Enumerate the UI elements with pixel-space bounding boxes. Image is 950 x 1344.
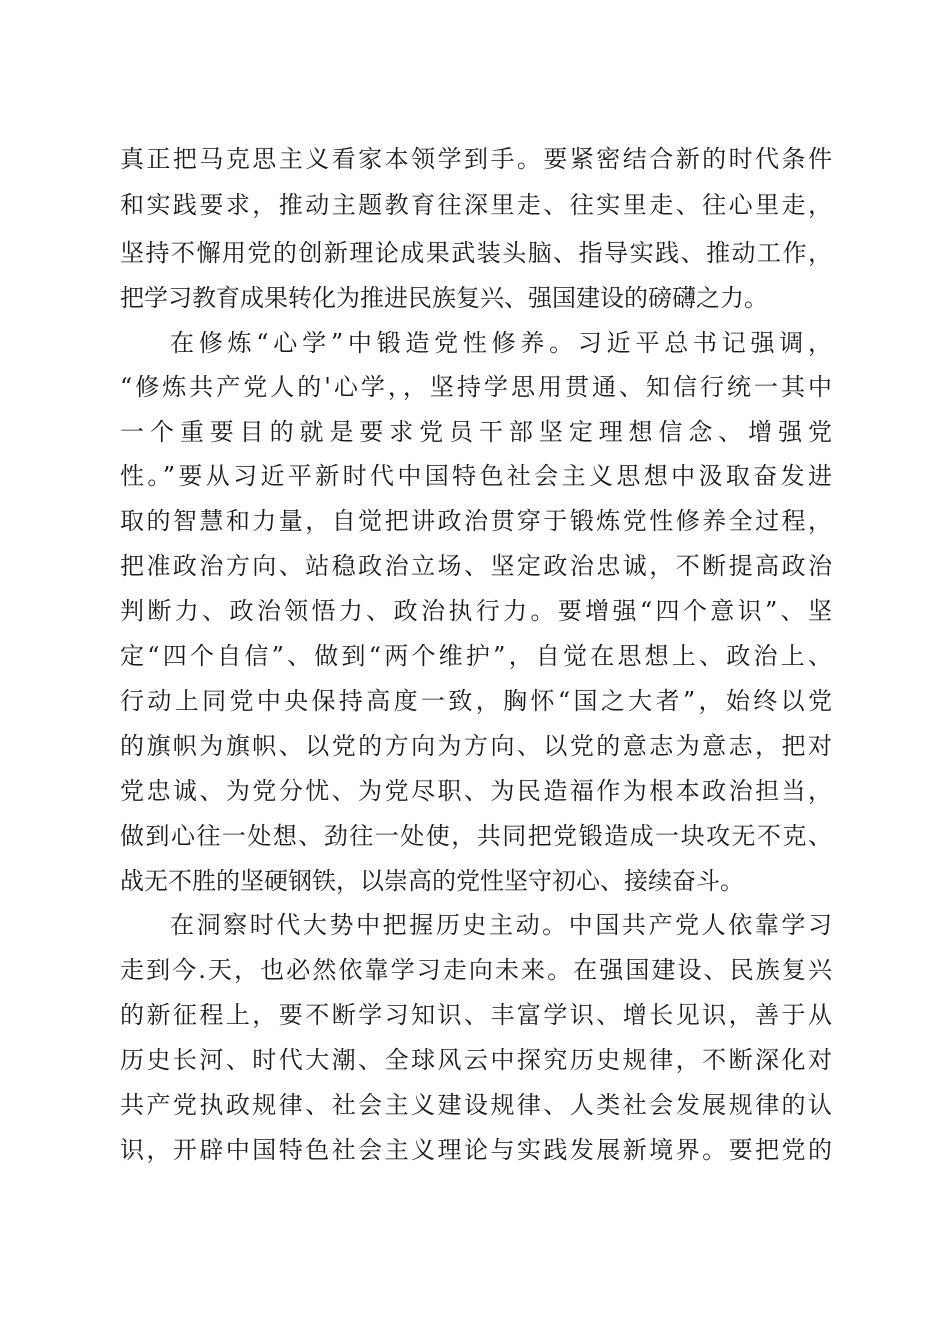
text-line: 共产党执政规律、社会主义建设规律、人类社会发展规律的认	[120, 1091, 832, 1119]
text-line: 真正把马克思主义看家本领学到手。要紧密结合新的时代条件	[120, 145, 832, 173]
text-line: 取的智慧和力量，自觉把讲政治贯穿于锻炼党性修养全过程，	[120, 507, 832, 535]
text-line: 的旗帜为旗帜、以党的方向为方向、以党的意志为意志，把对	[120, 732, 832, 760]
text-line: 把学习教育成果转化为推进民族复兴、强国建设的磅礴之力。	[120, 284, 768, 312]
text-line: 把准政治方向、站稳政治立场、坚定政治忠诚，不断提高政治	[120, 552, 832, 580]
text-line: 性。”要从习近平新时代中国特色社会主义思想中汲取奋发进	[120, 462, 832, 490]
text-line: 定“四个自信”、做到“两个维护”，自觉在思想上、政治上、	[120, 642, 832, 670]
text-line: 历史长河、时代大潮、全球风云中探究历史规律，不断深化对	[120, 1046, 832, 1074]
text-line: “修炼共产党人的'心学，，坚持学思用贯通、知信行统一其中	[120, 373, 832, 401]
paragraph-start-line: 在修炼“心学”中锻造党性修养。习近平总书记强调，	[170, 329, 832, 357]
text-line: 和实践要求，推动主题教育往深里走、往实里走、往心里走，	[120, 191, 832, 219]
text-line: 识，开辟中国特色社会主义理论与实践发展新境界。要把党的	[120, 1136, 832, 1164]
text-line: 一个重要目的就是要求党员干部坚定理想信念、增强党	[120, 418, 832, 446]
text-line: 战无不胜的坚硬钢铁，以崇高的党性坚守初心、接续奋斗。	[120, 867, 744, 895]
text-line: 的新征程上，要不断学习知识、丰富学识、增长见识，善于从	[120, 1001, 832, 1029]
text-line: 坚持不懈用党的创新理论成果武装头脑、指导实践、推动工作，	[120, 239, 832, 267]
text-line: 行动上同党中央保持高度一致，胸怀“国之大者”，始终以党	[120, 687, 832, 715]
text-line: 走到今.天，也必然依靠学习走向未来。在强国建设、民族复兴	[120, 956, 832, 984]
text-line: 判断力、政治领悟力、政治执行力。要增强“四个意识”、坚	[120, 597, 832, 625]
paragraph-start-line: 在洞察时代大势中把握历史主动。中国共产党人依靠学习	[170, 911, 832, 939]
text-line: 做到心往一处想、劲往一处使，共同把党锻造成一块攻无不克、	[120, 822, 832, 850]
text-line: 党忠诚、为党分忧、为党尽职、为民造福作为根本政治担当，	[120, 777, 832, 805]
